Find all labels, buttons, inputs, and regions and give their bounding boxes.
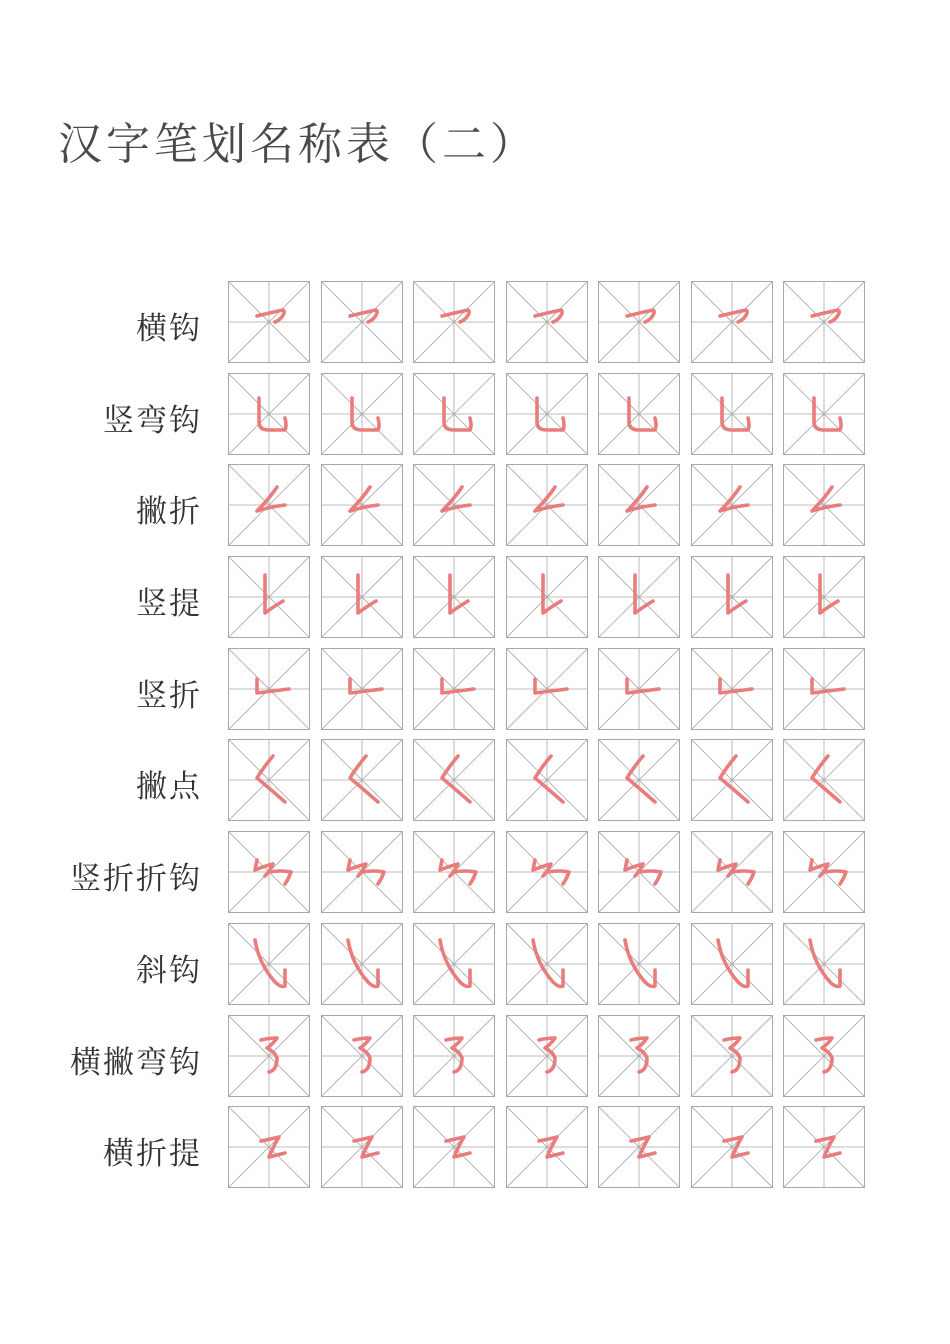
stroke-glyph-shu-ti	[414, 557, 494, 637]
stroke-glyph-shu-zhe-zhe-gou	[784, 832, 864, 912]
practice-cells	[228, 739, 865, 821]
stroke-glyph-pie-zhe	[599, 465, 679, 545]
practice-cells	[228, 1015, 865, 1097]
stroke-glyph-shu-wan-gou	[784, 374, 864, 454]
stroke-name-label: 撇点	[136, 769, 202, 806]
practice-cells	[228, 556, 865, 638]
mi-grid-cell	[783, 739, 865, 821]
stroke-glyph-pie-zhe	[414, 465, 494, 545]
stroke-row-shu-ti	[0, 556, 950, 638]
mi-grid-cell	[413, 739, 495, 821]
mi-grid-cell	[228, 831, 310, 913]
stroke-glyph-heng-zhe-ti	[599, 1107, 679, 1187]
mi-grid-cell	[228, 739, 310, 821]
stroke-glyph-heng-gou	[599, 282, 679, 362]
stroke-glyph-heng-gou	[322, 282, 402, 362]
practice-cells	[228, 281, 865, 363]
mi-grid-cell	[321, 281, 403, 363]
mi-grid-cell	[598, 1106, 680, 1188]
mi-grid-cell	[691, 739, 773, 821]
stroke-glyph-shu-ti	[229, 557, 309, 637]
stroke-glyph-shu-zhe	[414, 649, 494, 729]
stroke-glyph-shu-wan-gou	[599, 374, 679, 454]
mi-grid-cell	[228, 281, 310, 363]
mi-grid-cell	[506, 831, 588, 913]
mi-grid-cell	[506, 648, 588, 730]
stroke-glyph-shu-zhe-zhe-gou	[229, 832, 309, 912]
mi-grid-cell	[506, 464, 588, 546]
stroke-glyph-heng-gou	[507, 282, 587, 362]
mi-grid-cell	[321, 1015, 403, 1097]
stroke-name-label: 竖折折钩	[70, 861, 202, 898]
mi-grid-cell	[598, 739, 680, 821]
stroke-glyph-shu-ti	[692, 557, 772, 637]
stroke-glyph-xie-gou	[599, 924, 679, 1004]
mi-grid-cell	[783, 373, 865, 455]
mi-grid-cell	[228, 1106, 310, 1188]
stroke-glyph-xie-gou	[507, 924, 587, 1004]
mi-grid-cell	[228, 648, 310, 730]
stroke-glyph-heng-zhe-ti	[692, 1107, 772, 1187]
mi-grid-cell	[228, 556, 310, 638]
stroke-glyph-shu-zhe-zhe-gou	[322, 832, 402, 912]
stroke-glyph-heng-zhe-ti	[322, 1107, 402, 1187]
mi-grid-cell	[598, 831, 680, 913]
mi-grid-cell	[783, 464, 865, 546]
mi-grid-cell	[691, 373, 773, 455]
stroke-glyph-shu-zhe	[507, 649, 587, 729]
stroke-glyph-pie-zhe	[507, 465, 587, 545]
stroke-glyph-xie-gou	[692, 924, 772, 1004]
stroke-glyph-heng-pie-wan-gou	[507, 1016, 587, 1096]
stroke-glyph-shu-zhe-zhe-gou	[507, 832, 587, 912]
practice-cells	[228, 373, 865, 455]
page-title: 汉字笔划名称表（二）	[58, 119, 538, 170]
mi-grid-cell	[783, 556, 865, 638]
mi-grid-cell	[506, 281, 588, 363]
stroke-glyph-shu-zhe-zhe-gou	[599, 832, 679, 912]
mi-grid-cell	[413, 373, 495, 455]
mi-grid-cell	[506, 739, 588, 821]
mi-grid-cell	[413, 923, 495, 1005]
stroke-glyph-heng-zhe-ti	[507, 1107, 587, 1187]
stroke-row-heng-zhe-ti	[0, 1106, 950, 1188]
stroke-glyph-pie-zhe	[784, 465, 864, 545]
stroke-glyph-heng-pie-wan-gou	[784, 1016, 864, 1096]
stroke-glyph-pie-dian	[229, 740, 309, 820]
mi-grid-cell	[413, 831, 495, 913]
stroke-glyph-shu-ti	[507, 557, 587, 637]
mi-grid-cell	[321, 373, 403, 455]
stroke-glyph-pie-dian	[692, 740, 772, 820]
stroke-glyph-pie-zhe	[229, 465, 309, 545]
practice-cells	[228, 1106, 865, 1188]
mi-grid-cell	[783, 923, 865, 1005]
mi-grid-cell	[598, 1015, 680, 1097]
mi-grid-cell	[228, 1015, 310, 1097]
stroke-glyph-shu-ti	[322, 557, 402, 637]
stroke-row-shu-wan-gou	[0, 373, 950, 455]
stroke-name-label: 竖折	[136, 677, 202, 714]
mi-grid-cell	[321, 831, 403, 913]
stroke-glyph-heng-pie-wan-gou	[414, 1016, 494, 1096]
mi-grid-cell	[691, 556, 773, 638]
stroke-glyph-shu-zhe	[784, 649, 864, 729]
stroke-glyph-xie-gou	[414, 924, 494, 1004]
stroke-row-heng-gou	[0, 281, 950, 363]
stroke-glyph-heng-pie-wan-gou	[322, 1016, 402, 1096]
mi-grid-cell	[598, 556, 680, 638]
practice-cells	[228, 923, 865, 1005]
mi-grid-cell	[413, 556, 495, 638]
stroke-glyph-pie-dian	[507, 740, 587, 820]
mi-grid-cell	[783, 831, 865, 913]
stroke-glyph-pie-dian	[414, 740, 494, 820]
mi-grid-cell	[321, 923, 403, 1005]
mi-grid-cell	[321, 464, 403, 546]
stroke-row-heng-pie-wan-gou	[0, 1015, 950, 1097]
mi-grid-cell	[691, 1106, 773, 1188]
stroke-glyph-shu-wan-gou	[229, 374, 309, 454]
stroke-glyph-heng-zhe-ti	[784, 1107, 864, 1187]
mi-grid-cell	[598, 923, 680, 1005]
stroke-glyph-shu-ti	[599, 557, 679, 637]
mi-grid-cell	[321, 556, 403, 638]
stroke-glyph-shu-zhe	[692, 649, 772, 729]
stroke-glyph-shu-zhe	[229, 649, 309, 729]
stroke-glyph-pie-zhe	[692, 465, 772, 545]
stroke-glyph-shu-zhe-zhe-gou	[414, 832, 494, 912]
mi-grid-cell	[506, 1106, 588, 1188]
mi-grid-cell	[691, 464, 773, 546]
mi-grid-cell	[506, 373, 588, 455]
mi-grid-cell	[691, 281, 773, 363]
mi-grid-cell	[321, 1106, 403, 1188]
stroke-row-shu-zhe-zhe-gou	[0, 831, 950, 913]
stroke-glyph-heng-pie-wan-gou	[692, 1016, 772, 1096]
stroke-glyph-shu-wan-gou	[414, 374, 494, 454]
stroke-glyph-pie-dian	[322, 740, 402, 820]
mi-grid-cell	[598, 464, 680, 546]
mi-grid-cell	[783, 281, 865, 363]
stroke-glyph-xie-gou	[322, 924, 402, 1004]
mi-grid-cell	[506, 1015, 588, 1097]
mi-grid-cell	[413, 281, 495, 363]
practice-cells	[228, 648, 865, 730]
mi-grid-cell	[691, 831, 773, 913]
stroke-glyph-shu-wan-gou	[322, 374, 402, 454]
stroke-glyph-heng-gou	[229, 282, 309, 362]
mi-grid-cell	[228, 923, 310, 1005]
stroke-glyph-shu-wan-gou	[692, 374, 772, 454]
stroke-name-label: 横折提	[103, 1136, 202, 1173]
mi-grid-cell	[783, 648, 865, 730]
mi-grid-cell	[413, 1106, 495, 1188]
stroke-glyph-heng-gou	[692, 282, 772, 362]
stroke-glyph-heng-zhe-ti	[414, 1107, 494, 1187]
stroke-glyph-heng-pie-wan-gou	[599, 1016, 679, 1096]
mi-grid-cell	[506, 556, 588, 638]
mi-grid-cell	[783, 1015, 865, 1097]
mi-grid-cell	[413, 1015, 495, 1097]
stroke-glyph-xie-gou	[784, 924, 864, 1004]
mi-grid-cell	[228, 373, 310, 455]
stroke-glyph-heng-gou	[414, 282, 494, 362]
mi-grid-cell	[228, 464, 310, 546]
mi-grid-cell	[506, 923, 588, 1005]
practice-cells	[228, 831, 865, 913]
mi-grid-cell	[598, 373, 680, 455]
stroke-name-label: 横撇弯钩	[70, 1044, 202, 1081]
stroke-glyph-shu-zhe	[599, 649, 679, 729]
mi-grid-cell	[691, 648, 773, 730]
mi-grid-cell	[691, 1015, 773, 1097]
stroke-row-shu-zhe	[0, 648, 950, 730]
stroke-glyph-pie-dian	[784, 740, 864, 820]
stroke-row-pie-zhe	[0, 464, 950, 546]
stroke-glyph-pie-dian	[599, 740, 679, 820]
stroke-row-pie-dian	[0, 739, 950, 821]
stroke-name-label: 横钩	[136, 311, 202, 347]
stroke-glyph-shu-wan-gou	[507, 374, 587, 454]
stroke-name-label: 竖弯钩	[103, 402, 202, 439]
stroke-glyph-shu-zhe-zhe-gou	[692, 832, 772, 912]
stroke-practice-sheet	[0, 281, 950, 1198]
stroke-glyph-heng-zhe-ti	[229, 1107, 309, 1187]
stroke-name-label: 竖提	[136, 586, 202, 623]
mi-grid-cell	[321, 739, 403, 821]
mi-grid-cell	[598, 281, 680, 363]
stroke-glyph-shu-ti	[784, 557, 864, 637]
mi-grid-cell	[413, 648, 495, 730]
mi-grid-cell	[691, 923, 773, 1005]
stroke-row-xie-gou	[0, 923, 950, 1005]
mi-grid-cell	[783, 1106, 865, 1188]
stroke-glyph-xie-gou	[229, 924, 309, 1004]
stroke-glyph-heng-gou	[784, 282, 864, 362]
stroke-name-label: 撇折	[136, 494, 202, 531]
stroke-glyph-heng-pie-wan-gou	[229, 1016, 309, 1096]
mi-grid-cell	[321, 648, 403, 730]
mi-grid-cell	[598, 648, 680, 730]
practice-cells	[228, 464, 865, 546]
stroke-name-label: 斜钩	[136, 952, 202, 989]
mi-grid-cell	[413, 464, 495, 546]
stroke-glyph-pie-zhe	[322, 465, 402, 545]
stroke-glyph-shu-zhe	[322, 649, 402, 729]
